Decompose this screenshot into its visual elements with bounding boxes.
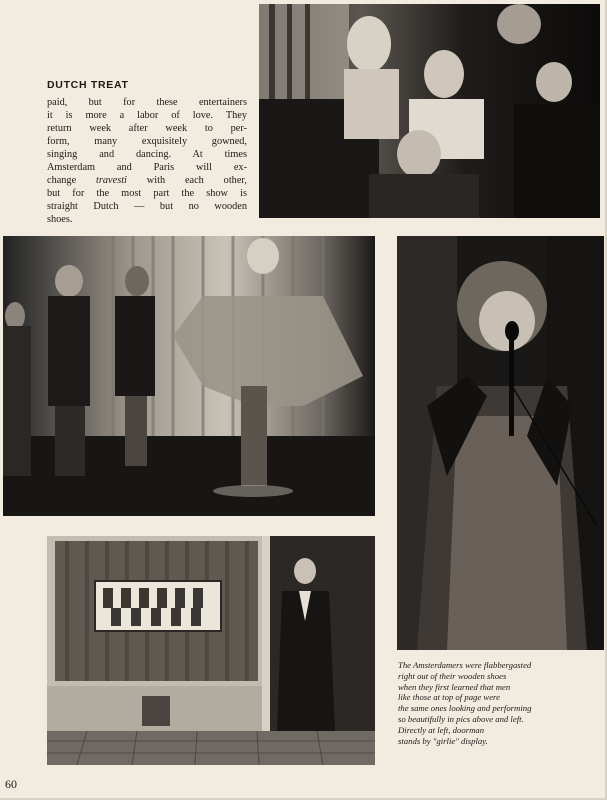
article-heading: DUTCH TREAT — [47, 79, 129, 91]
caption-line: when they first learned that men — [398, 681, 511, 692]
caption-line: right out of their wooden shoes — [398, 670, 507, 681]
body-line: return week after week to per- — [47, 123, 247, 135]
caption-line: Directly at left, doorman — [398, 724, 485, 735]
dressing-room-performers-photo — [259, 4, 600, 218]
body-line: paid, but for these entertainers — [47, 97, 247, 108]
body-line: straight Dutch — but no wooden — [47, 201, 247, 213]
photo-caption — [398, 660, 603, 746]
page-number: 60 — [5, 777, 17, 791]
body-line: form, many exquisitely gowned, — [47, 136, 247, 148]
body-line: it is more a labor of love. They — [47, 110, 247, 122]
body-line: Amsterdam and Paris will ex- — [47, 162, 247, 174]
article-body — [47, 96, 247, 226]
caption-line: stands by "girlie" display. — [398, 735, 488, 746]
body-line: but for the most part the show is — [47, 188, 247, 200]
caption-line: the same ones looking and performing — [398, 703, 532, 714]
emphasized-word: travesti — [96, 175, 127, 187]
caption-line: so beautifully in pics above and left. — [398, 713, 524, 724]
body-line: singing and dancing. At times — [47, 149, 247, 161]
stage-dancers-photo — [3, 236, 375, 516]
body-line: change travesti with each other, — [47, 175, 247, 187]
caption-line: like those at top of page were — [398, 692, 500, 703]
caption-line: The Amsterdamers were flabbergasted — [398, 660, 532, 670]
singer-with-microphone-photo — [397, 236, 604, 650]
doorman-and-display-photo — [47, 536, 375, 765]
body-line: shoes. — [47, 214, 73, 226]
